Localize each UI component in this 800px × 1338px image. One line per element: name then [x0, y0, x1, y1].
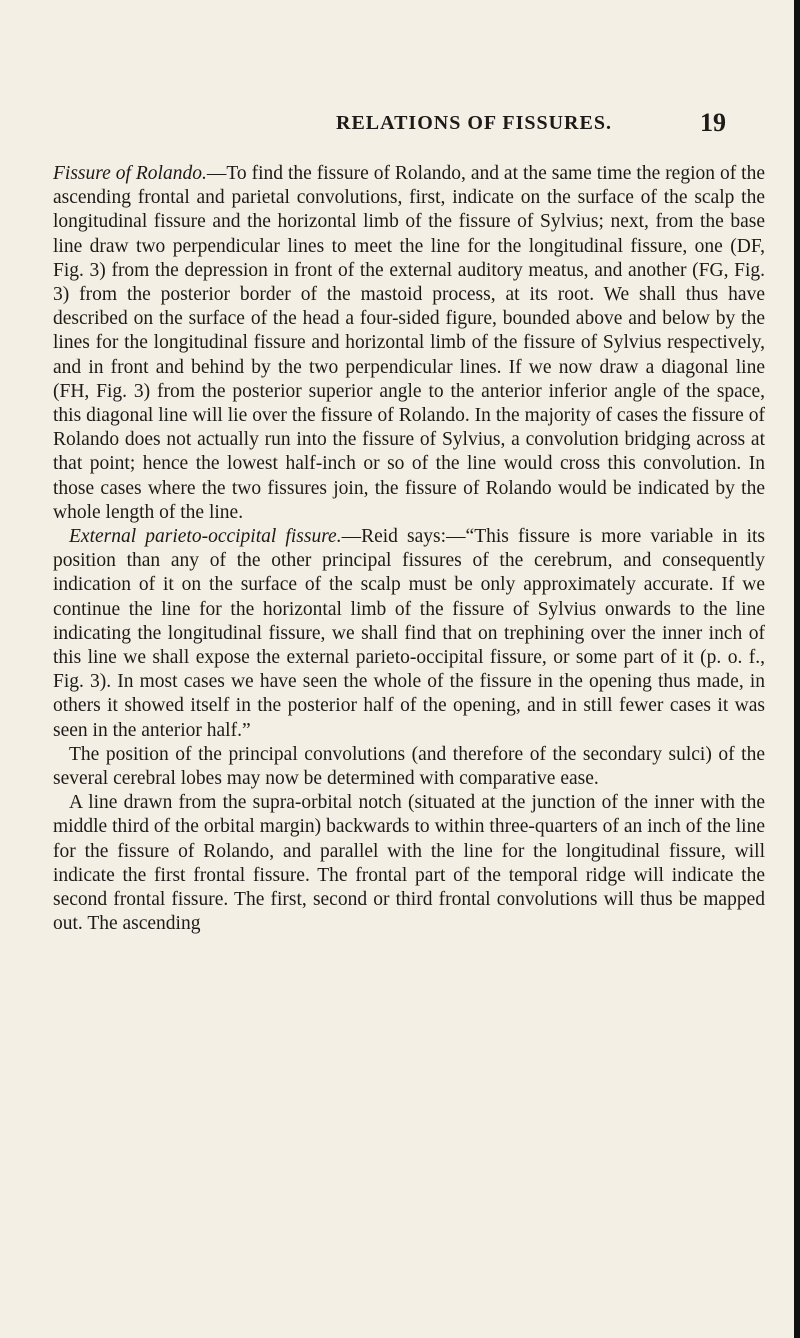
paragraph-text: A line drawn from the supra-orbital notch (situated at the junction of the inner with the middle third of the orbital margin) backwards to within three-quarters of an inch of the line for the fissure of Rolando, and parallel with the line for the longitudinal fissure, will indicate the first frontal fissure. The frontal part of the temporal ridge will indicate the second frontal fissure. The first, second or third frontal convolutions will thus be mapped out. The ascending	[53, 792, 765, 935]
running-head: RELATIONS OF FISSURES.	[336, 112, 612, 134]
paragraph-text: —To find the fissure of Rolando, and at the same time the region of the ascending frontal and parietal convolutions, first, indicate on the surface of the scalp the longitudinal fissure and the horizontal limb of the fissure of Sylvius; next, from the base line draw two perpendicular lines to meet the line for the longitudinal fissure, one (DF, Fig. 3) from the depression in front of the external auditory meatus, and another (FG, Fig. 3) from the posterior border of the mastoid process, at its root. We shall thus have described on the surface of the head a four-sided figure, bounded above and below by the lines for the longitudinal fissure and horizontal limb of the fissure of Sylvius respectively, and in front and behind by the two perpendicular lines. If we now draw a diagonal line (FH, Fig. 3) from the posterior superior angle to the anterior inferior angle of the space, this diagonal line will lie over the fissure of Rolando. In the majority of cases the fissure of Rolando does not actually run into the fissure of Sylvius, a convolution bridging across at that point; hence the lowest half-inch or so of the line would cross this convolution. In those cases where the two fissures join, the fissure of Rolando would be indicated by the whole length of the line.	[53, 163, 765, 523]
paragraph-text: —Reid says:—“This fissure is more variable in its position than any of the other principal fissures of the cerebrum, and consequently indication of it on the surface of the scalp must be only approximately accurate. If we continue the line for the horizontal limb of the fissure of Sylvius onwards to the line indicating the longitudinal fissure, we shall find that on trephining over the inner inch of this line we shall expose the external parieto-occipital fissure, or some part of it (p. o. f., Fig. 3). In most cases we have seen the whole of the fissure in the opening thus made, in others it showed itself in the posterior half of the opening, and in still fewer cases it was seen in the anterior half.”	[53, 526, 765, 741]
page-header	[0, 108, 800, 142]
paragraph-frontal-fissure	[53, 791, 765, 936]
body-text	[53, 162, 765, 937]
page-edge-shadow	[794, 0, 800, 1338]
paragraph-text: The position of the principal convolutions (and therefore of the secondary sulci) of the several cerebral lobes may now be determined with comparative ease.	[53, 743, 765, 790]
section-heading-parieto-occipital: External parieto-occipital fissure.	[69, 526, 342, 548]
page-number: 19	[700, 108, 726, 137]
paragraph-parieto-occipital	[53, 525, 765, 743]
paragraph-convolutions	[53, 743, 765, 791]
section-heading-rolando: Fissure of Rolando.	[53, 163, 207, 184]
paragraph-rolando	[53, 162, 765, 525]
